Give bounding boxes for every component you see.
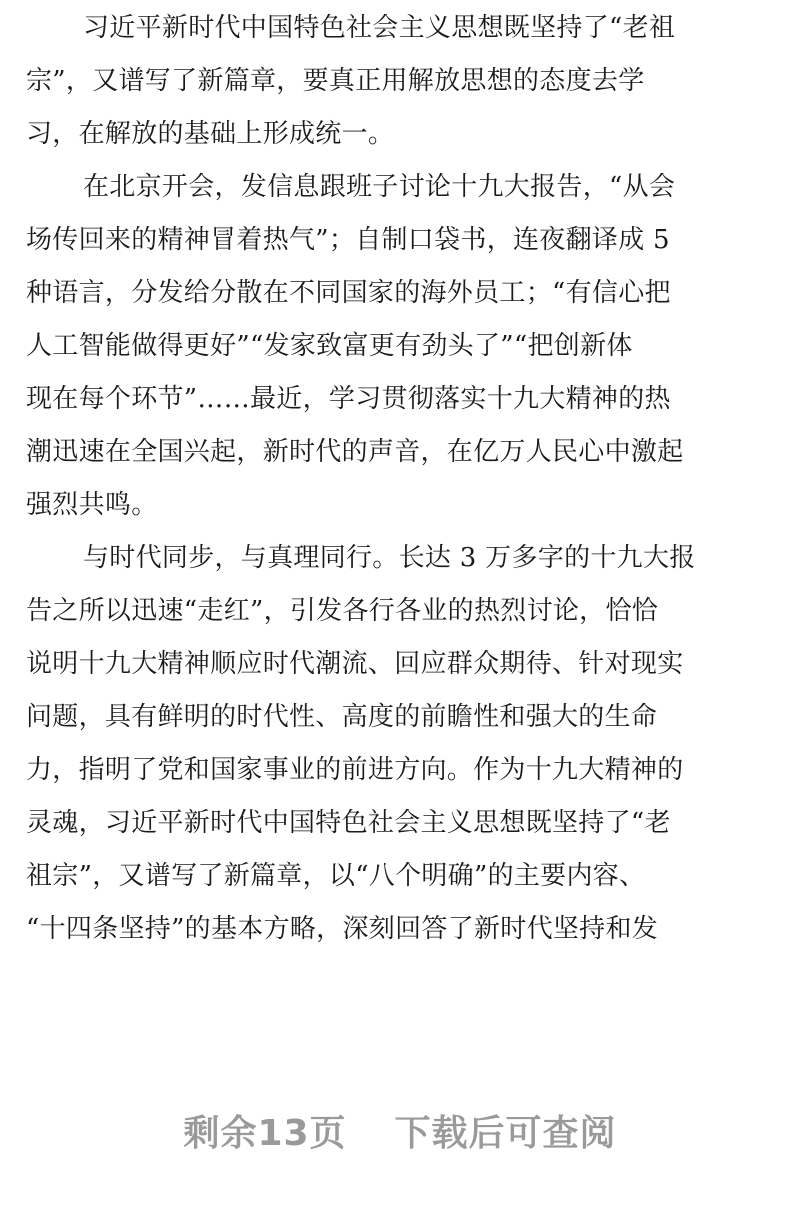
text-line: “十四条坚持”的基本方略，深刻回答了新时代坚持和发 <box>26 914 659 944</box>
text-line: 场传回来的精神冒着热气”；自制口袋书，连夜翻译成 5 <box>26 225 670 255</box>
download-to-view-label: 下载后可查阅 <box>394 1113 617 1154</box>
text-line: 宗”，又谱写了新篇章，要真正用解放思想的态度去学 <box>26 66 645 96</box>
text-line: 问题，具有鲜明的时代性、高度的前瞻性和强大的生命 <box>26 702 658 732</box>
remaining-pages-label: 剩余13页 <box>183 1113 347 1154</box>
text-line: 习，在解放的基础上形成统一。 <box>26 119 395 149</box>
download-prompt[interactable] <box>0 1105 800 1156</box>
text-line: 强烈共鸣。 <box>26 490 158 520</box>
text-line: 在北京开会，发信息跟班子讨论十九大报告，“从会 <box>83 172 676 202</box>
text-line: 与时代同步，与真理同行。长达 3 万多字的十九大报 <box>83 543 696 573</box>
text-line: 种语言，分发给分散在不同国家的海外员工；“有信心把 <box>26 278 671 308</box>
text-line: 习近平新时代中国特色社会主义思想既坚持了“老祖 <box>83 13 676 43</box>
text-line: 说明十九大精神顺应时代潮流、回应群众期待、针对现实 <box>26 649 684 679</box>
text-line: 人工智能做得更好”“发家致富更有劲头了”“把创新体 <box>26 331 633 361</box>
text-line: 力，指明了党和国家事业的前进方向。作为十九大精神的 <box>26 755 684 785</box>
text-line: 灵魂，习近平新时代中国特色社会主义思想既坚持了“老 <box>26 808 671 838</box>
text-line: 祖宗”，又谱写了新篇章，以“八个明确”的主要内容、 <box>26 861 646 891</box>
document-body <box>26 2 750 956</box>
text-line: 告之所以迅速“走红”，引发各行各业的热烈讨论，恰恰 <box>26 596 659 626</box>
text-line: 潮迅速在全国兴起，新时代的声音，在亿万人民心中激起 <box>26 437 684 467</box>
text-line: 现在每个环节”……最近，学习贯彻落实十九大精神的热 <box>26 384 671 414</box>
